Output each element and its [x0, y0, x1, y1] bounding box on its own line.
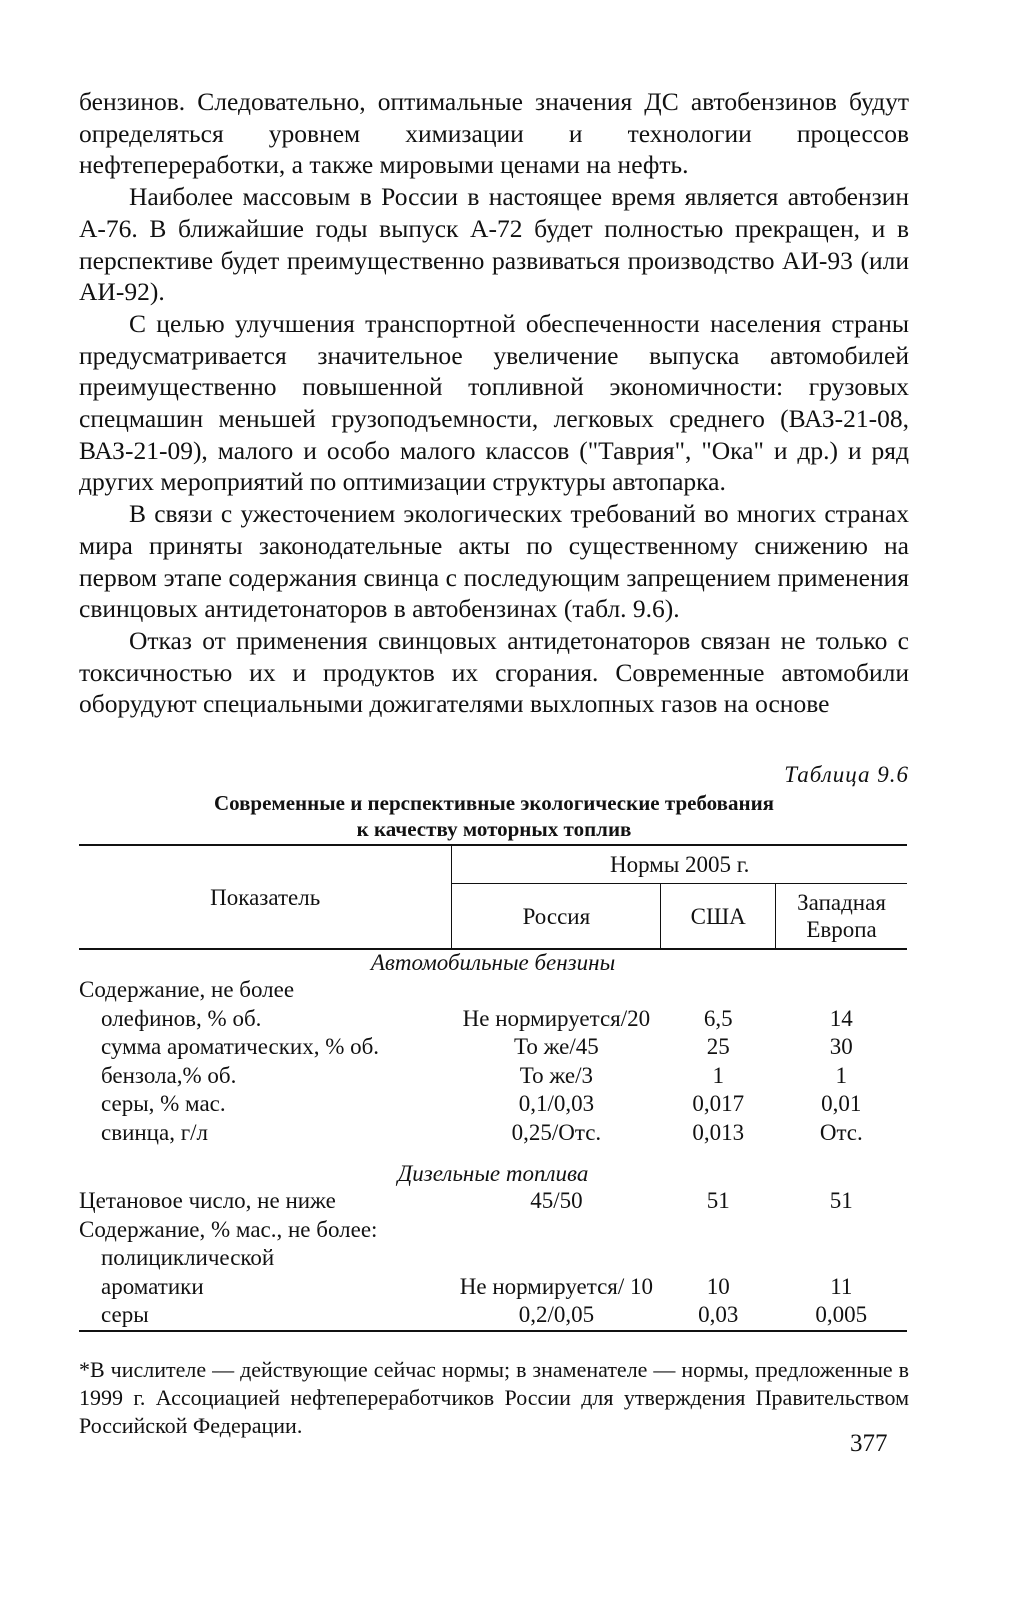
cell-russia — [452, 1216, 661, 1245]
table-title-line-1: Современные и перспективные экологические требования — [213, 791, 775, 816]
cell-usa: 51 — [706, 1188, 730, 1214]
header-russia: Россия — [452, 884, 661, 950]
cell-usa: 1 — [712, 1062, 724, 1088]
cell-label: ароматики — [101, 1273, 204, 1299]
cell-europe: 11 — [830, 1273, 853, 1299]
cell-usa: 25 — [706, 1034, 730, 1060]
table-row — [79, 976, 907, 1005]
cell-russia: 0,25/Отс. — [511, 1119, 602, 1145]
section-gap-cell — [79, 1147, 907, 1161]
cell-russia: Не нормируется/ 10 — [459, 1273, 654, 1299]
cell-label: бензола,% об. — [101, 1062, 237, 1088]
table-row — [79, 1273, 907, 1302]
cell-russia — [452, 1244, 661, 1273]
cell-label: Содержание, % мас., не более: — [79, 1216, 378, 1242]
cell-usa: 0,017 — [692, 1091, 745, 1117]
section-gasoline — [79, 949, 907, 976]
paragraph-4: В связи с ужесточением экологических требований во многих странах мира приняты законодательные акты по существенному снижению на первом этапе содержания свинца с последующим запрещением применения свинцовых антидетонаторов в автобензинах (табл. 9.6). — [79, 499, 909, 624]
cell-russia: То же/45 — [514, 1034, 599, 1060]
header-europe — [776, 884, 907, 950]
table-row — [79, 1005, 907, 1034]
cell-russia — [452, 976, 661, 1005]
cell-europe: 1 — [835, 1062, 848, 1088]
cell-russia: 0,2/0,05 — [452, 1301, 661, 1331]
cell-label: сумма ароматических, % об. — [101, 1034, 380, 1060]
cell-europe: 14 — [829, 1005, 853, 1031]
cell-russia: То же/3 — [519, 1062, 594, 1088]
cell-usa: 6,5 — [703, 1005, 733, 1031]
table-body — [79, 949, 907, 1331]
cell-label: свинца, г/л — [101, 1119, 209, 1145]
cell-europe — [776, 1244, 907, 1273]
cell-russia: 0,1/0,03 — [518, 1091, 595, 1117]
cell-label: серы — [79, 1301, 452, 1331]
cell-label: серы, % мас. — [101, 1091, 226, 1117]
table-row — [79, 1090, 907, 1119]
cell-usa — [661, 1216, 776, 1245]
cell-usa — [661, 976, 776, 1005]
cell-russia: Не нормируется/20 — [462, 1005, 651, 1031]
table-title-line-2: к качеству моторных топлив — [356, 817, 632, 842]
cell-europe: 0,005 — [776, 1301, 907, 1331]
header-norms: Нормы 2005 г. — [452, 845, 907, 884]
header-europe-line-2: Европа — [806, 917, 877, 943]
section-gap — [79, 1147, 907, 1161]
cell-usa: 0,03 — [661, 1301, 776, 1331]
section-diesel-label: Дизельные топлива — [397, 1161, 589, 1187]
paragraph-3: С целью улучшения транспортной обеспеченности населения страны предусматривается значительное увеличение выпуска автомобилей преимущественно повышенной топливной экономичности: грузовых спецмашин меньшей грузоподъемности, легковых среднего (ВАЗ-21-08, ВАЗ-21-09), малого и особо малого классов ("Таврия", "Ока" и др.) и ряд других мероприятий по оптимизации структуры автопарка. — [79, 308, 909, 497]
cell-russia: 45/50 — [530, 1188, 583, 1214]
page-number: 377 — [850, 1430, 888, 1457]
header-usa: США — [661, 884, 776, 950]
table-row — [79, 1033, 907, 1062]
page-content — [79, 86, 909, 1440]
table-row — [79, 1244, 907, 1273]
table-title — [79, 790, 909, 842]
table-caption: Таблица 9.6 — [784, 762, 909, 788]
table-row — [79, 1301, 907, 1331]
footnote: *В числителе — действующие сейчас нормы; в знаменателе — нормы, предложенные в 1999 г. Ассоциацией нефтепереработчиков России для утверждения Правительством Российской Федерации. — [79, 1356, 909, 1438]
paragraph-5: Отказ от применения свинцовых антидетонаторов связан не только с токсичностью их и продуктов их сгорания. Современные автомобили оборудуют специальными дожигателями выхлопных газов на основе — [79, 625, 909, 719]
cell-label: Содержание, не более — [79, 977, 295, 1003]
table-row — [79, 1119, 907, 1148]
table-row — [79, 1216, 907, 1245]
cell-label: олефинов, % об. — [101, 1005, 262, 1031]
cell-europe: 0,01 — [821, 1091, 862, 1117]
paragraph-2: Наиболее массовым в России в настоящее время является автобензин А-76. В ближайшие годы выпуск А-72 будет полностью прекращен, и в перспективе будет преимущественно развиваться производство АИ-93 (или АИ-92). — [79, 182, 909, 307]
cell-europe: 30 — [829, 1034, 853, 1060]
cell-europe: Отс. — [819, 1119, 863, 1145]
header-europe-line-1: Западная — [797, 890, 886, 916]
section-diesel — [79, 1161, 907, 1187]
table-row — [79, 1062, 907, 1091]
cell-europe: 51 — [829, 1188, 853, 1214]
cell-usa — [661, 1244, 776, 1273]
cell-label: Цетановое число, не ниже — [79, 1188, 336, 1214]
requirements-table — [79, 844, 907, 1332]
cell-usa: 0,013 — [692, 1119, 745, 1145]
section-gasoline-label: Автомобильные бензины — [370, 950, 616, 976]
paragraph-1: бензинов. Следовательно, оптимальные значения ДС автобензинов будут определяться уровнем химизации и технологии процессов нефтепереработки, а также мировыми ценами на нефть. — [79, 87, 909, 180]
cell-europe — [776, 1216, 907, 1245]
cell-usa: 10 — [706, 1273, 730, 1299]
table-row — [79, 1187, 907, 1216]
header-indicator: Показатель — [79, 845, 452, 949]
cell-europe — [776, 976, 907, 1005]
cell-label: полициклической — [101, 1245, 275, 1271]
